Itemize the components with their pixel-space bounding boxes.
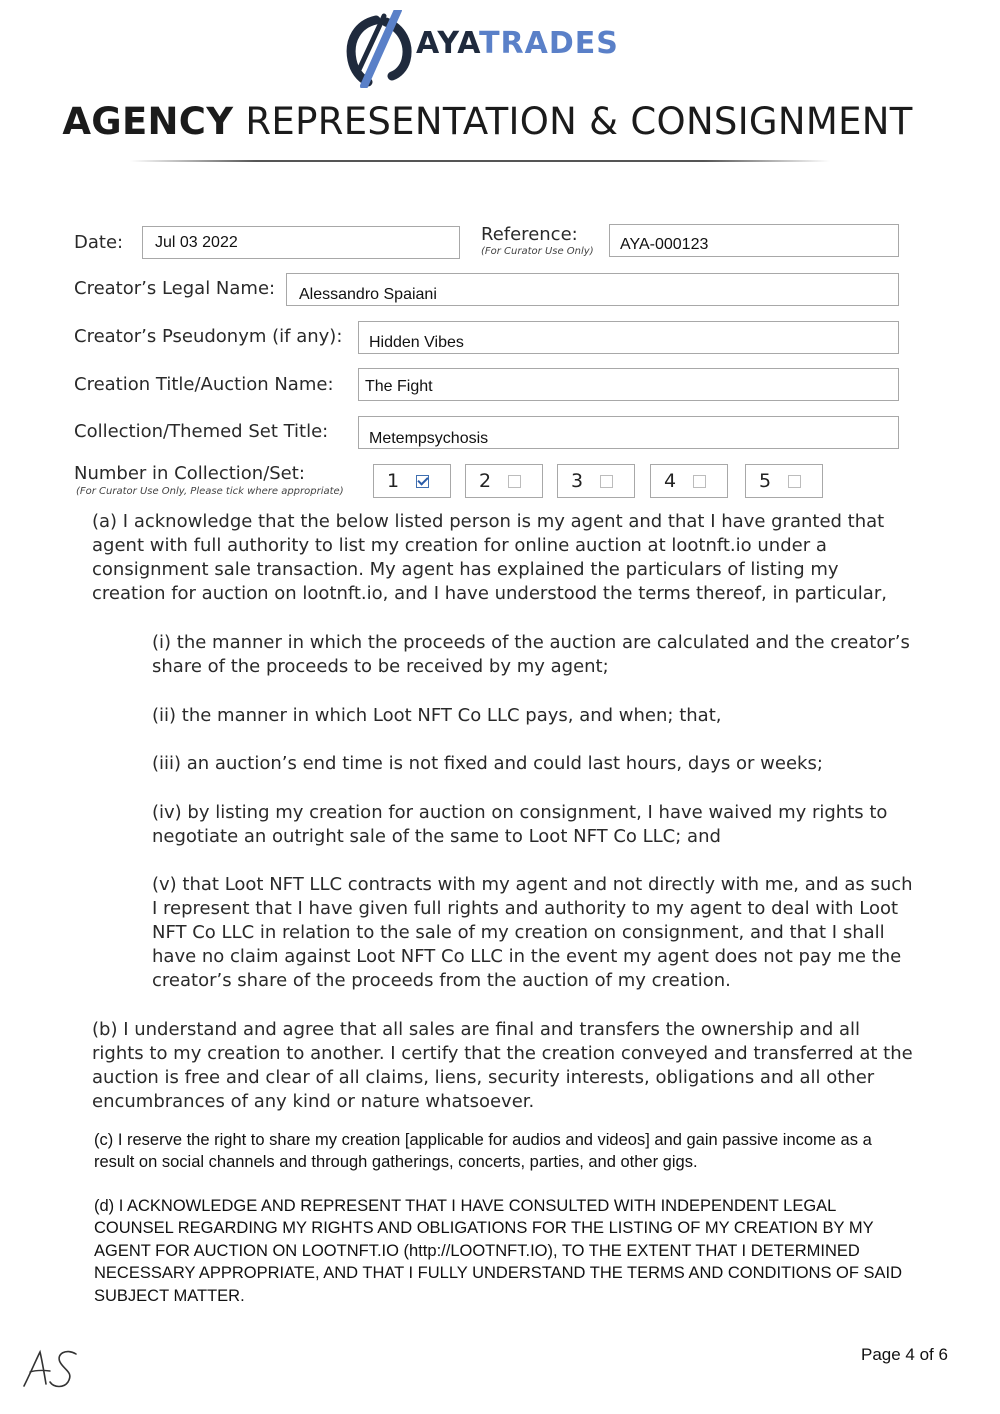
- clause-a-v: (v) that Loot NFT LLC contracts with my agent and not directly with me, and as such I represent that I have given full rights and authority to my agent to deal with Loot NFT Co LLC in relation to the sale of my creation on consignment, and that I shall have no claim against Loot NFT Co LLC in the event my agent does not pay me the creator’s share of the proceeds from the auction of my creation.: [152, 874, 913, 991]
- number-option-1[interactable]: [373, 464, 451, 498]
- number-label: Number in Collection/Set:: [74, 463, 305, 484]
- checked-checkbox-icon[interactable]: [416, 475, 429, 488]
- pseudonym-label: Creator’s Pseudonym (if any):: [74, 326, 343, 347]
- brand-name-light: TRADES: [479, 26, 619, 61]
- date-value: Jul 03 2022: [155, 234, 238, 251]
- clause-b: (b) I understand and agree that all sales are final and transfers the ownership and all rights to my creation to another. I certify that the creation conveyed and transferred at the auction is free and clear of all claims, liens, security interests, obligations and all other encumbrances of any kind or nature whatsoever.: [92, 1019, 913, 1112]
- legal-name-label: Creator’s Legal Name:: [74, 278, 276, 299]
- brand-name-dark: AYA: [416, 26, 480, 61]
- checkbox-icon[interactable]: [693, 475, 706, 488]
- collection-label: Collection/Themed Set Title:: [74, 421, 329, 442]
- title-divider: [130, 160, 830, 162]
- document-title: [0, 100, 975, 143]
- document-title-rest: REPRESENTATION & CONSIGNMENT: [233, 100, 913, 143]
- creation-title-value: The Fight: [365, 378, 433, 395]
- reference-value: AYA-000123: [620, 236, 709, 253]
- number-note: (For Curator Use Only, Please tick where appropriate): [76, 486, 344, 497]
- clause-a-iii: (iii) an auction’s end time is not fixed and could last hours, days or weeks;: [152, 753, 823, 774]
- number-option-label: 1: [386, 470, 400, 492]
- checkbox-icon[interactable]: [600, 475, 613, 488]
- document-title-bold: AGENCY: [62, 100, 234, 143]
- clause-c: (c) I reserve the right to share my creation [applicable for audios and videos] and gain passive income as a result on social channels and through gatherings, concerts, parties, and other gigs.: [94, 1131, 872, 1172]
- number-option-3[interactable]: [557, 464, 635, 498]
- signature-image: [20, 1346, 82, 1390]
- checkbox-icon[interactable]: [788, 475, 801, 488]
- reference-note: (For Curator Use Only): [481, 246, 594, 257]
- ayatrades-logo-icon: [346, 10, 416, 88]
- creation-title-label: Creation Title/Auction Name:: [74, 374, 334, 395]
- number-option-label: 4: [663, 470, 677, 492]
- number-option-2[interactable]: [465, 464, 543, 498]
- number-option-4[interactable]: [650, 464, 728, 498]
- number-option-label: 5: [758, 470, 772, 492]
- date-label: Date:: [74, 232, 124, 253]
- number-option-label: 2: [478, 470, 492, 492]
- clause-a: (a) I acknowledge that the below listed person is my agent and that I have granted that agent with full authority to list my creation for online auction at lootnft.io under a consignment sale transaction. My agent has explained the particulars of listing my creation for auction on lootnft.io, and I have understood the terms thereof, in particular,: [92, 511, 887, 604]
- clause-d: (d) I ACKNOWLEDGE AND REPRESENT THAT I HAVE CONSULTED WITH INDEPENDENT LEGAL COUNSEL REGARDING MY RIGHTS AND OBLIGATIONS FOR THE LISTING OF MY CREATION BY MY AGENT FOR AUCTION ON LOOTNFT.IO (http://LOOTNFT.IO), TO THE EXTENT THAT I DETERMINED NECESSARY APPROPRIATE, AND THAT I FULLY UNDERSTAND THE TERMS AND CONDITIONS OF SAID SUBJECT MATTER.: [94, 1197, 903, 1305]
- clause-a-i: (i) the manner in which the proceeds of the auction are calculated and the creator’s share of the proceeds to be received by my agent;: [152, 632, 910, 677]
- pseudonym-value: Hidden Vibes: [369, 334, 464, 351]
- creation-title-field[interactable]: [358, 368, 899, 401]
- number-option-label: 3: [570, 470, 584, 492]
- page-number: Page 4 of 6: [861, 1345, 948, 1364]
- clause-a-iv: (iv) by listing my creation for auction on consignment, I have waived my rights to negotiate an outright sale of the same to Loot NFT Co LLC; and: [152, 802, 888, 847]
- brand-name: [416, 26, 619, 61]
- collection-value: Metempsychosis: [369, 430, 489, 447]
- number-option-5[interactable]: [745, 464, 823, 498]
- clause-a-ii: (ii) the manner in which Loot NFT Co LLC pays, and when; that,: [152, 705, 722, 726]
- reference-label: Reference:: [481, 224, 578, 245]
- legal-name-value: Alessandro Spaiani: [299, 286, 437, 303]
- checkbox-icon[interactable]: [508, 475, 521, 488]
